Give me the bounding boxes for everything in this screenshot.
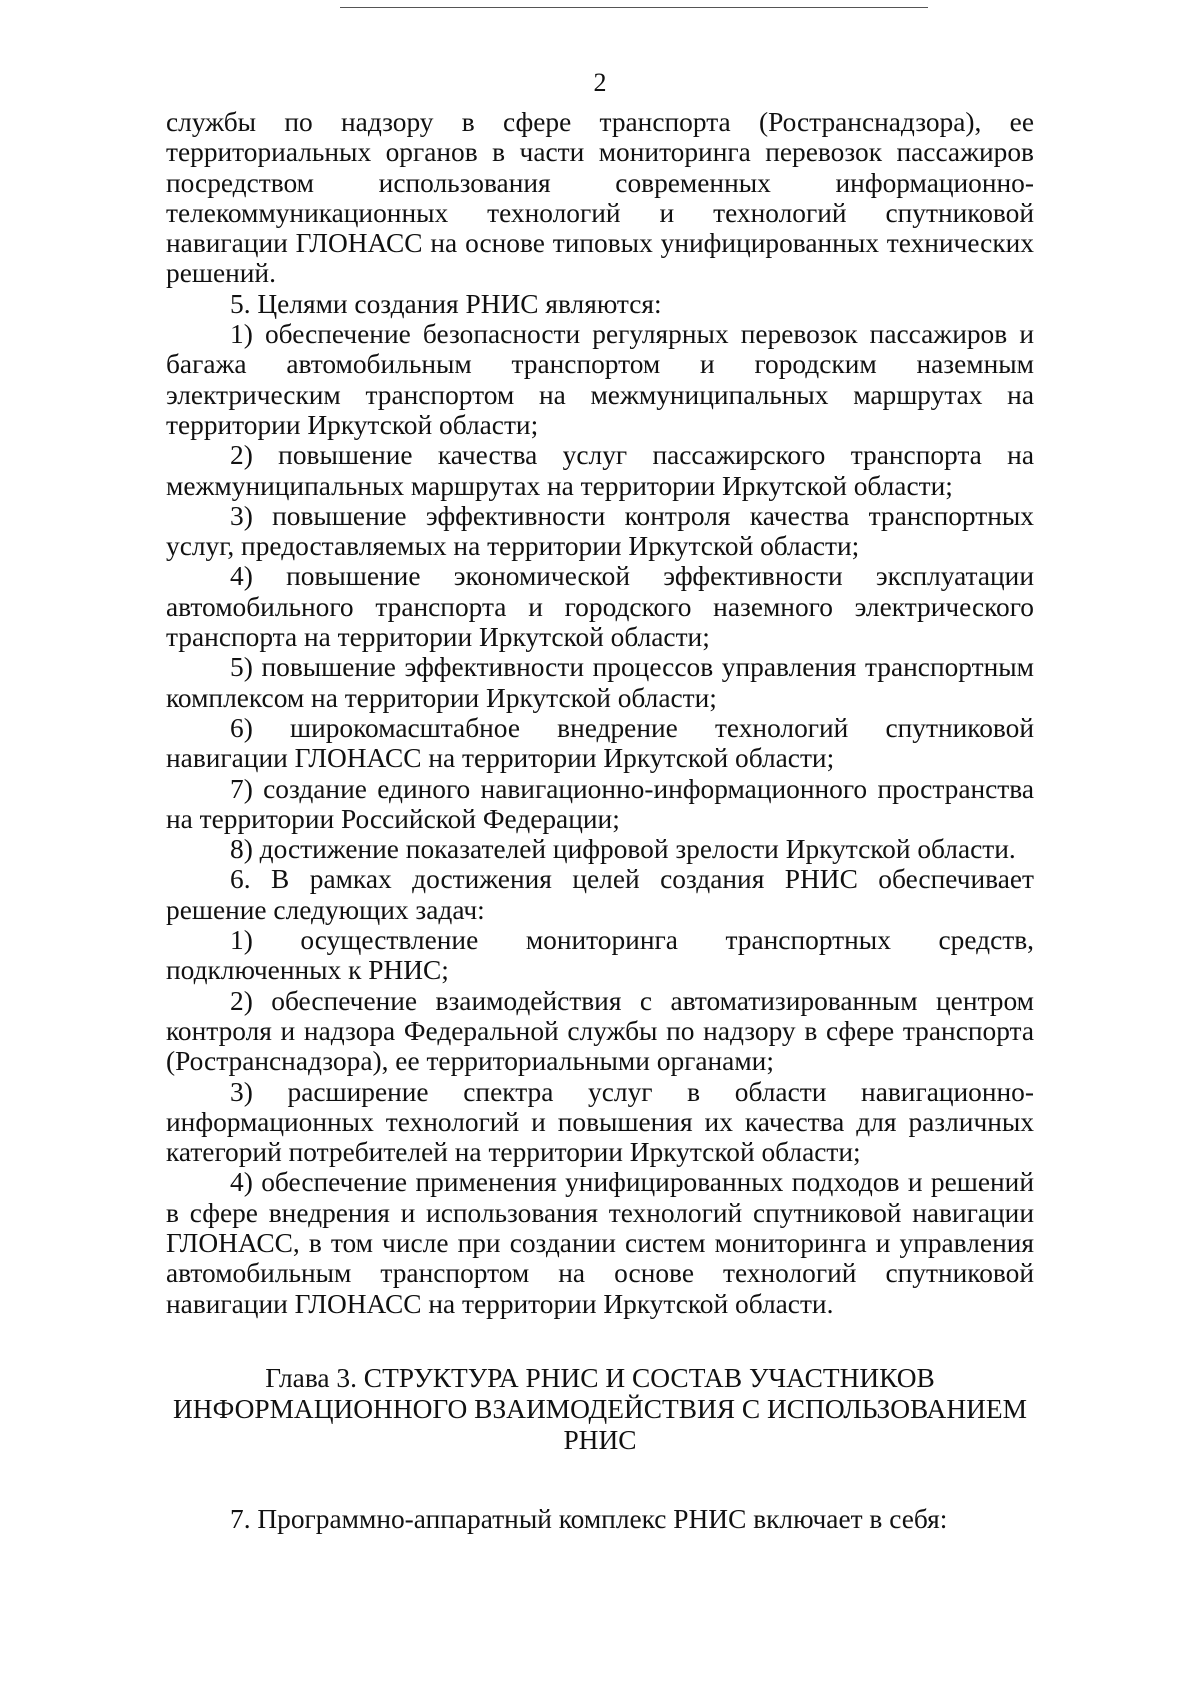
paragraph: 5) повышение эффективности процессов управления транспортным комплексом на территории Иркутской области; <box>166 652 1034 713</box>
chapter-title-line: РНИС <box>563 1424 637 1455</box>
chapter-title <box>166 1363 1034 1456</box>
paragraph: 7) создание единого навигационно-информационного пространства на территории Российской Федерации; <box>166 773 1034 834</box>
paragraph: 6. В рамках достижения целей создания РНИС обеспечивает решение следующих задач: <box>166 864 1034 925</box>
paragraph: 4) повышение экономической эффективности эксплуатации автомобильного транспорта и городского наземного электрического транспорта на территории Иркутской области; <box>166 561 1034 653</box>
paragraph: 5. Целями создания РНИС являются: <box>230 288 662 319</box>
paragraph: 7. Программно-аппаратный комплекс РНИС включает в себя: <box>230 1503 948 1534</box>
chapter-title-line: ИНФОРМАЦИОННОГО ВЗАИМОДЕЙСТВИЯ С ИСПОЛЬЗОВАНИЕМ <box>173 1393 1027 1424</box>
paragraph: 3) расширение спектра услуг в области навигационно-информационных технологий и повышения их качества для различных категорий потребителей на территории Иркутской области; <box>166 1076 1034 1168</box>
paragraph: 2) повышение качества услуг пассажирского транспорта на межмуниципальных маршрутах на территории Иркутской области; <box>166 440 1034 501</box>
document-body <box>166 107 1034 1534</box>
paragraph: 1) обеспечение безопасности регулярных перевозок пассажиров и багажа автомобильным транспортом и городским наземным электрическим транспортом на межмуниципальных маршрутах на территории Иркутской области; <box>166 319 1034 440</box>
paragraph: 6) широкомасштабное внедрение технологий спутниковой навигации ГЛОНАСС на территории Иркутской области; <box>166 712 1034 774</box>
paragraph: 2) обеспечение взаимодействия с автоматизированным центром контроля и надзора Федеральной службы по надзору в сфере транспорта (Ространснадзора), ее территориальными органами; <box>166 985 1034 1077</box>
paragraph-list <box>166 107 1034 1319</box>
paragraph: 1) осуществление мониторинга транспортных средств, подключенных к РНИС; <box>166 925 1034 986</box>
paragraph: 4) обеспечение применения унифицированных подходов и решений в сфере внедрения и использования технологий спутниковой навигации ГЛОНАСС, в том числе при создании систем мониторинга и управления автомобильным транспортом на основе технологий спутниковой навигации ГЛОНАСС на территории Иркутской области. <box>166 1167 1034 1319</box>
chapter-title-line: Глава 3. СТРУКТУРА РНИС И СОСТАВ УЧАСТНИКОВ <box>265 1362 935 1393</box>
paragraph: 3) повышение эффективности контроля качества транспортных услуг, предоставляемых на территории Иркутской области; <box>166 500 1034 562</box>
top-scan-rule <box>340 7 928 8</box>
paragraph: 8) достижение показателей цифровой зрелости Иркутской области. <box>230 834 1016 865</box>
page-number: 2 <box>593 68 607 97</box>
paragraph: службы по надзору в сфере транспорта (Ространснадзора), ее территориальных органов в части мониторинга перевозок пассажиров посредством использования современных информационно-телекоммуникационных технологий и технологий спутниковой навигации ГЛОНАСС на основе типовых унифицированных технических решений. <box>166 107 1034 289</box>
